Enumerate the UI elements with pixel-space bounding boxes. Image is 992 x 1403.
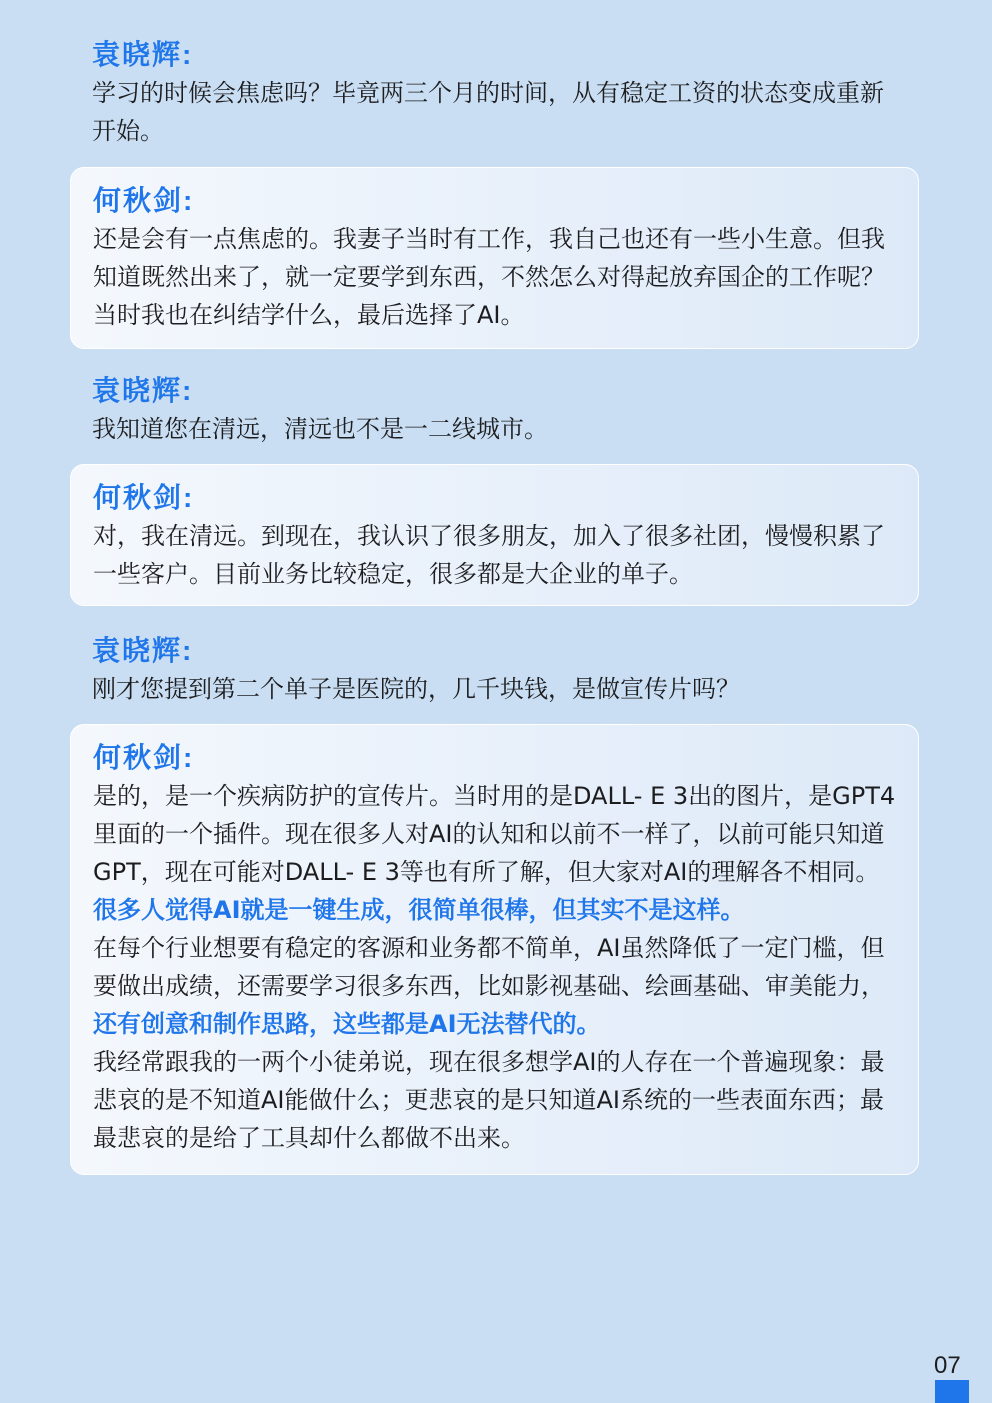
dialogue-text: 学习的时候会焦虑吗？毕竟两三个月的时间，从有稳定工资的状态变成重新开始。	[92, 79, 884, 145]
dialogue-block-answer	[70, 464, 919, 606]
dialogue-text: 刚才您提到第二个单子是医院的，几千块钱，是做宣传片吗？	[92, 675, 740, 703]
dialogue-paragraph	[93, 777, 896, 929]
dialogue-text: 是的，是一个疾病防护的宣传片。当时用的是DALL- E 3出的图片，是GPT4里面的一个插件。现在很多人对AI的认知和以前不一样了，以前可能只知道GPT，现在可能对DALL- E 3等也有所了解，但大家对AI的理解各不相同。	[93, 782, 896, 886]
speaker-name: 何秋剑:	[93, 742, 195, 773]
dialogue-text: 还是会有一点焦虑的。我妻子当时有工作，我自己也还有一些小生意。但我知道既然出来了，就一定要学到东西，不然怎么对得起放弃国企的工作呢？当时我也在纠结学什么，最后选择了AI。	[93, 225, 885, 329]
dialogue-text: 对，我在清远。到现在，我认识了很多朋友，加入了很多社团，慢慢积累了一些客户。目前业务比较稳定，很多都是大企业的单子。	[93, 522, 885, 588]
dialogue-text: 在每个行业想要有稳定的客源和业务都不简单，AI虽然降低了一定门槛，但要做出成绩，还需要学习很多东西，比如影视基础、绘画基础、审美能力，	[93, 934, 885, 1000]
dialogue-block-question	[70, 632, 919, 708]
speaker-name: 何秋剑:	[93, 482, 195, 513]
dialogue-block-answer	[70, 167, 919, 349]
dialogue-block-question	[70, 372, 919, 448]
page-number: 07	[934, 1352, 961, 1379]
dialogue-block-question	[70, 36, 919, 150]
dialogue-paragraph	[93, 929, 896, 1043]
highlighted-text: 还有创意和制作思路，这些都是AI无法替代的。	[93, 1010, 601, 1038]
dialogue-block-answer	[70, 724, 919, 1175]
page-number-tab	[935, 1380, 969, 1403]
dialogue-paragraph	[92, 410, 897, 448]
speaker-name: 袁晓辉:	[92, 39, 194, 70]
highlighted-text: 很多人觉得AI就是一键生成，很简单很棒，但其实不是这样。	[93, 896, 745, 924]
dialogue-paragraph	[92, 74, 897, 150]
speaker-name: 何秋剑:	[93, 185, 195, 216]
dialogue-text: 我经常跟我的一两个小徒弟说，现在很多想学AI的人存在一个普遍现象：最悲哀的是不知道AI能做什么；更悲哀的是只知道AI系统的一些表面东西；最最悲哀的是给了工具却什么都做不出来。	[93, 1048, 885, 1152]
dialogue-text: 我知道您在清远，清远也不是一二线城市。	[92, 415, 548, 443]
speaker-name: 袁晓辉:	[92, 635, 194, 666]
dialogue-paragraph	[93, 1043, 896, 1157]
dialogue-paragraph	[93, 517, 896, 593]
speaker-name: 袁晓辉:	[92, 375, 194, 406]
dialogue-paragraph	[93, 220, 896, 334]
dialogue-paragraph	[92, 670, 897, 708]
